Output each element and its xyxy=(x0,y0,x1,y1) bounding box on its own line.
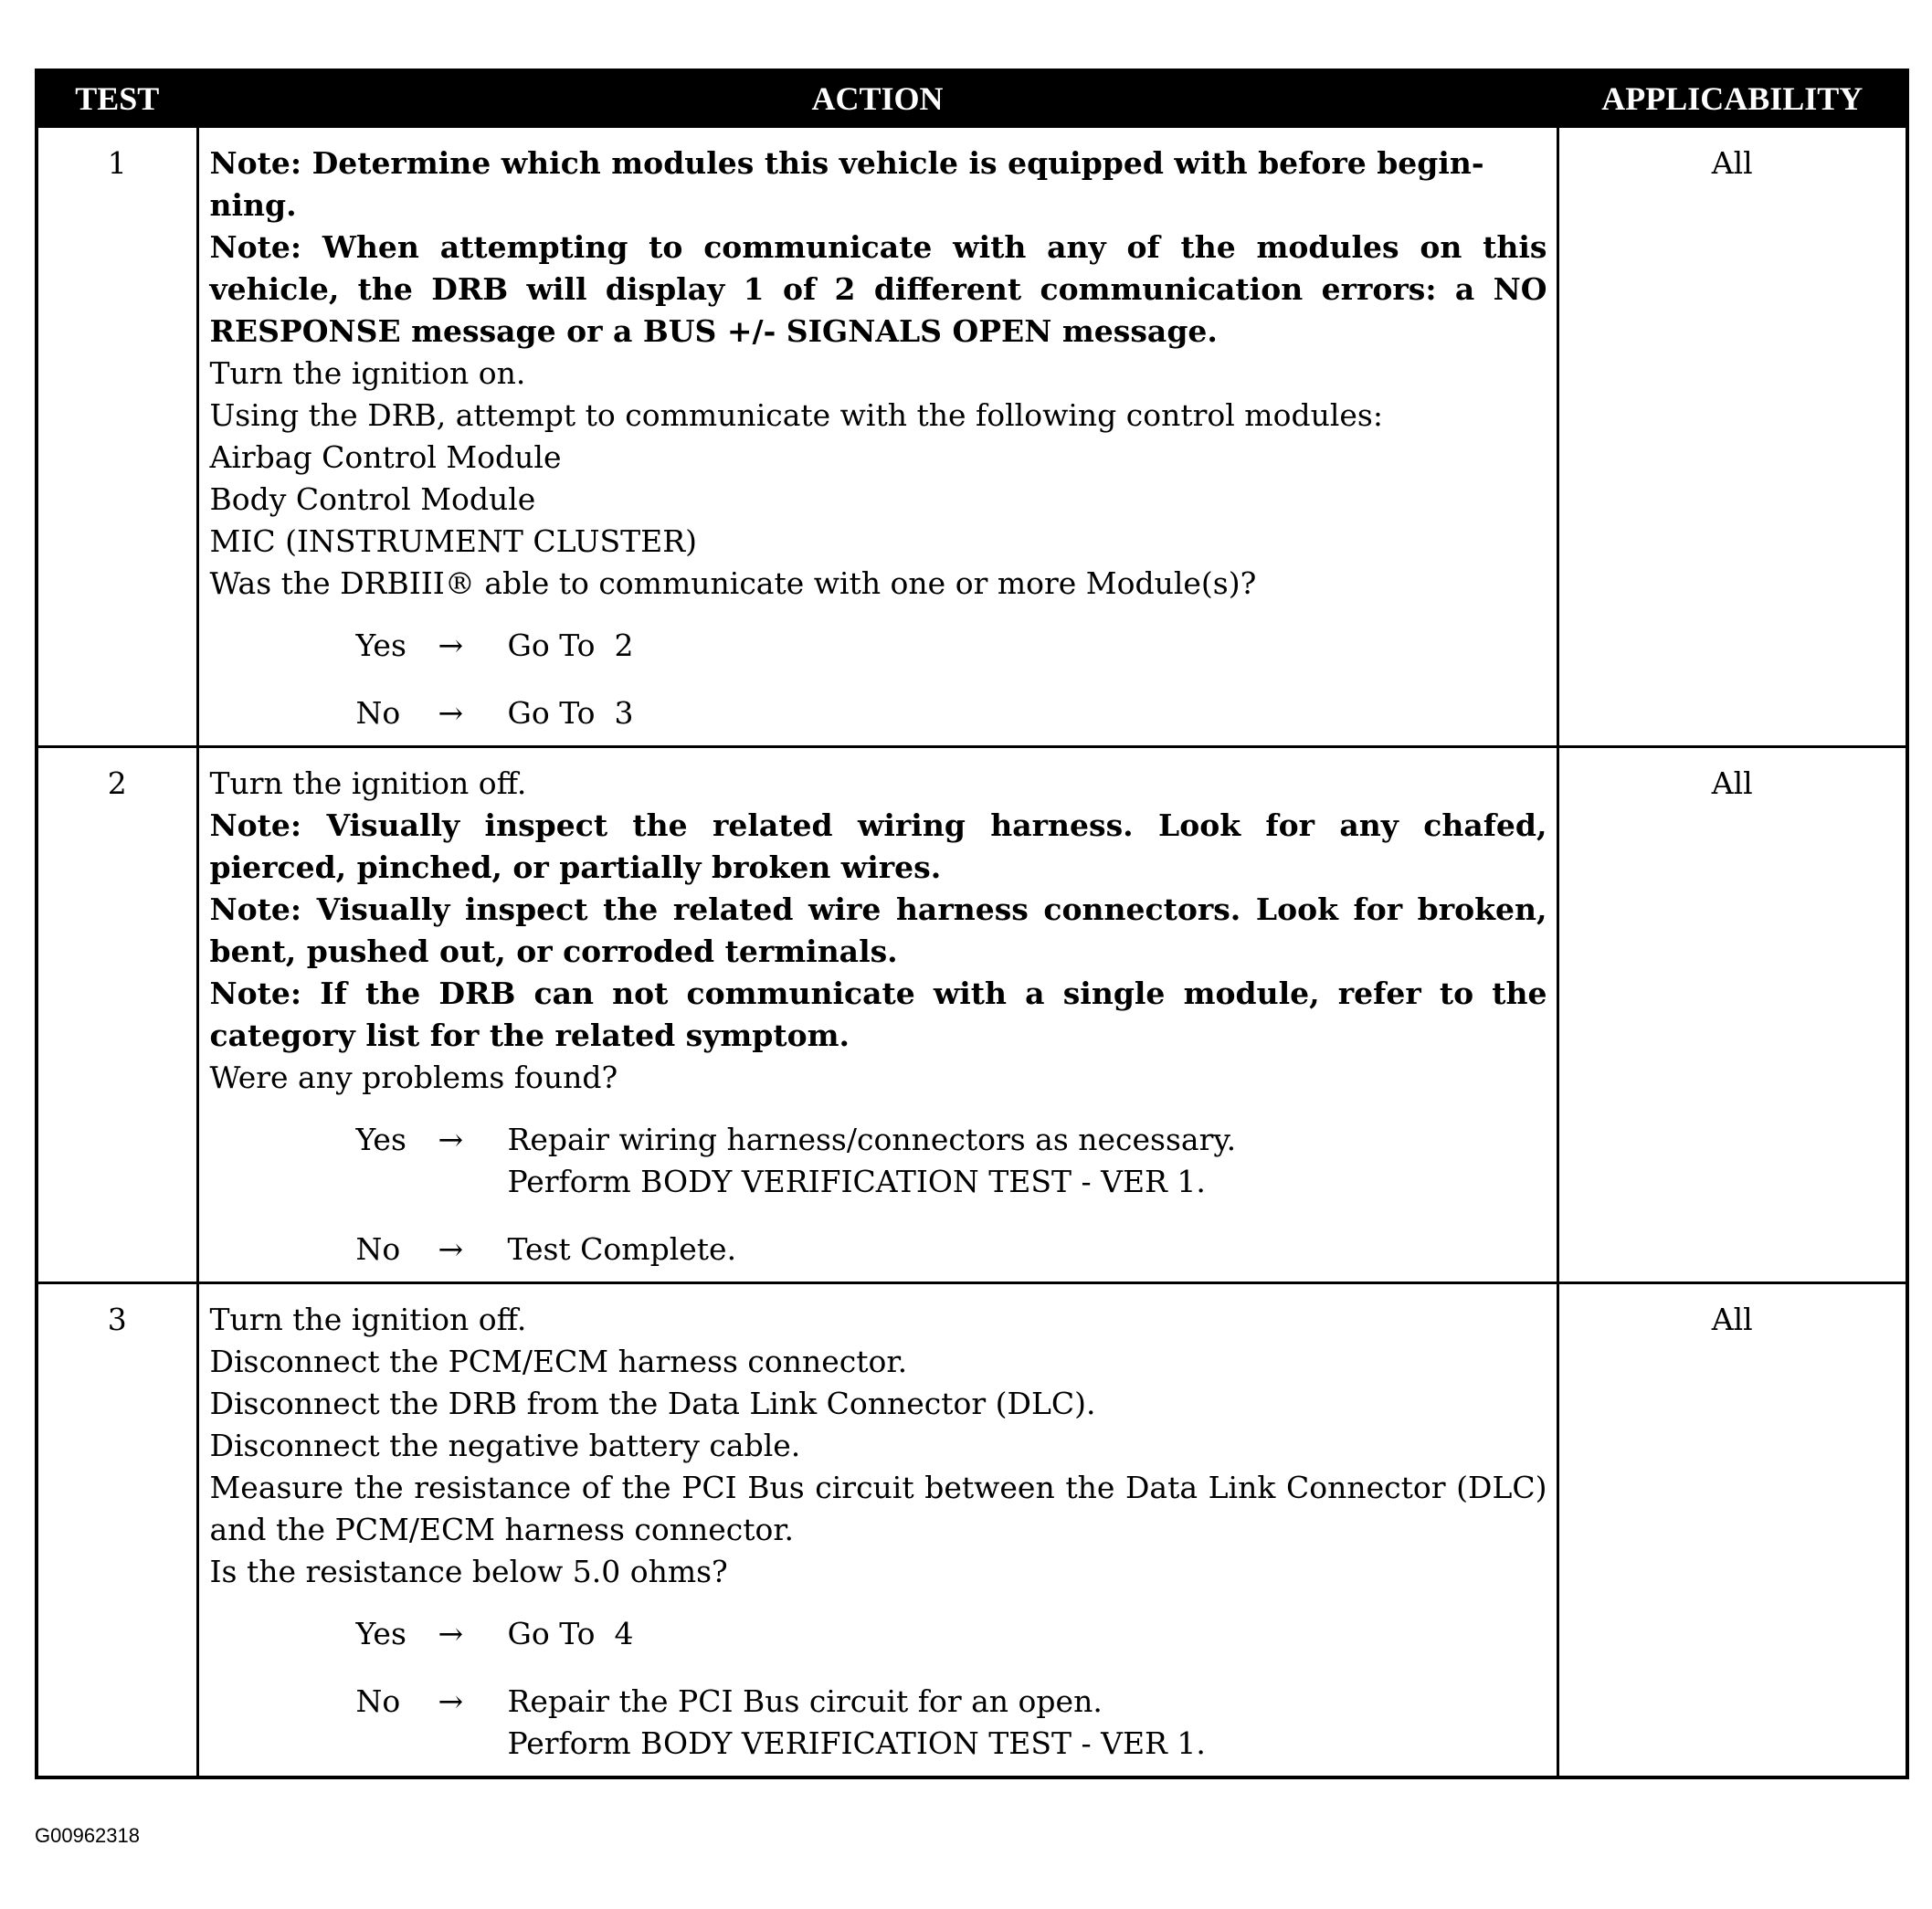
module-item: MIC (INSTRUMENT CLUSTER) xyxy=(209,523,697,559)
action-cell xyxy=(197,747,1557,1283)
instruction-line: Disconnect the DRB from the Data Link Connector (DLC). xyxy=(209,1386,1096,1421)
test-number: 3 xyxy=(37,1283,197,1778)
action-cell xyxy=(197,127,1557,747)
result-yes xyxy=(210,1119,1547,1203)
applicability-cell: All xyxy=(1557,1283,1907,1778)
outcome-text: Repair wiring harness/connectors as necessary. Perform BODY VERIFICATION TEST - VER 1. xyxy=(507,1122,1237,1199)
diagnostic-test-table xyxy=(35,69,1909,1779)
applicability-cell: All xyxy=(1557,747,1907,1283)
table-header-row xyxy=(37,70,1907,127)
table-row xyxy=(37,127,1907,747)
arrow-icon: → xyxy=(438,1683,464,1719)
question-line: Is the resistance below 5.0 ohms? xyxy=(209,1554,728,1589)
note-text: Note: When attempting to communicate with any of the modules on this vehicle, the DRB will display 1 of 2 different communication errors: a NO RESPONSE message or a BUS +/- SIGNALS OPEN message. xyxy=(209,229,1547,349)
figure-code: G00962318 xyxy=(35,1824,140,1847)
test-number: 2 xyxy=(37,747,197,1283)
header-test: TEST xyxy=(37,70,197,127)
outcome-text: Go To 2 xyxy=(507,628,634,663)
answer-label: No xyxy=(355,1683,401,1719)
result-yes xyxy=(210,625,1547,667)
note-text: Note: Visually inspect the related wiring harness. Look for any chafed, pierced, pinched, or partially broken wires. xyxy=(209,807,1547,885)
module-item: Airbag Control Module xyxy=(209,439,562,475)
arrow-icon: → xyxy=(438,1231,464,1267)
instruction-line: Turn the ignition on. xyxy=(209,355,526,391)
result-no xyxy=(210,1681,1547,1765)
instruction-line: Disconnect the negative battery cable. xyxy=(209,1428,801,1463)
outcome-text: Go To 4 xyxy=(507,1616,634,1651)
question-line: Was the DRBIII® able to communicate with one or more Module(s)? xyxy=(209,565,1257,601)
answer-label: Yes xyxy=(355,628,406,663)
header-applicability: APPLICABILITY xyxy=(1557,70,1907,127)
arrow-icon: → xyxy=(438,628,464,663)
answer-label: No xyxy=(355,695,401,731)
instruction-line: Turn the ignition off. xyxy=(209,1302,527,1337)
instruction-line: Using the DRB, attempt to communicate with the following control modules: xyxy=(209,397,1383,433)
test-number: 1 xyxy=(37,127,197,747)
results-block xyxy=(210,1119,1547,1271)
instruction-line: Measure the resistance of the PCI Bus circuit between the Data Link Connector (DLC) and the PCM/ECM harness connector. xyxy=(209,1470,1547,1547)
answer-label: Yes xyxy=(355,1122,406,1157)
module-item: Body Control Module xyxy=(209,481,536,517)
answer-label: Yes xyxy=(355,1616,406,1651)
arrow-icon: → xyxy=(438,1616,464,1651)
result-no xyxy=(210,692,1547,734)
arrow-icon: → xyxy=(438,695,464,731)
outcome-text: Repair the PCI Bus circuit for an open. Perform BODY VERIFICATION TEST - VER 1. xyxy=(507,1683,1206,1761)
results-block xyxy=(210,625,1547,734)
answer-label: No xyxy=(355,1231,401,1267)
outcome-text: Go To 3 xyxy=(507,695,634,731)
action-cell xyxy=(197,1283,1557,1778)
question-line: Were any problems found? xyxy=(209,1060,618,1095)
result-yes xyxy=(210,1613,1547,1655)
result-no xyxy=(210,1229,1547,1271)
instruction-line: Disconnect the PCM/ECM harness connector. xyxy=(209,1344,908,1379)
note-text: Note: If the DRB can not communicate with a single module, refer to the category list for the related symptom. xyxy=(209,976,1547,1053)
table-row xyxy=(37,1283,1907,1778)
instruction-line: Turn the ignition off. xyxy=(209,765,527,801)
header-action: ACTION xyxy=(197,70,1557,127)
note-text: Note: Determine which modules this vehicle is equipped with before begin- ning. xyxy=(209,145,1484,223)
note-text: Note: Visually inspect the related wire harness connectors. Look for broken, bent, pushed out, or corroded terminals. xyxy=(209,891,1547,969)
applicability-cell: All xyxy=(1557,127,1907,747)
results-block xyxy=(210,1613,1547,1765)
table-row xyxy=(37,747,1907,1283)
arrow-icon: → xyxy=(438,1122,464,1157)
outcome-text: Test Complete. xyxy=(507,1231,737,1267)
